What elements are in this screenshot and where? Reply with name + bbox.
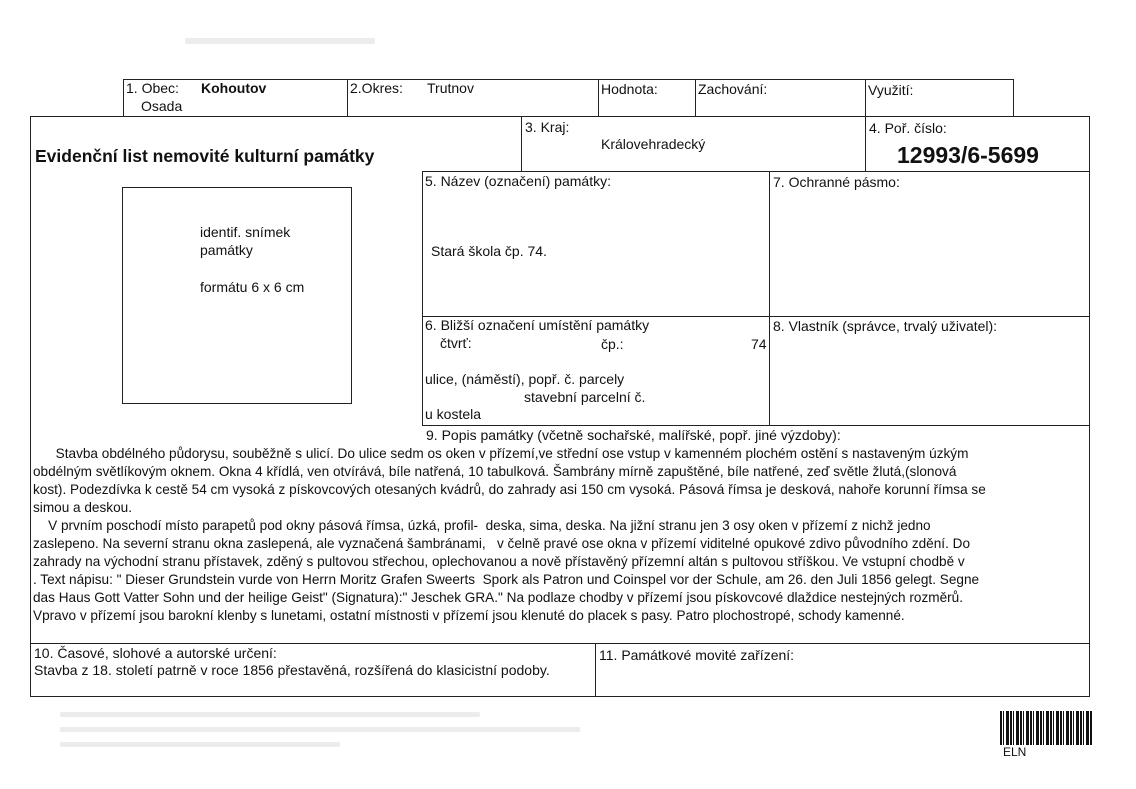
description-line: Stavba obdélného půdorysu, souběžně s ulicí. Do ulice sedm os oken v přízemí,ve střední ose vstup v kamenném plochém ostění s nastaveným úzkým bbox=[33, 446, 969, 461]
scan-artifact bbox=[185, 38, 375, 44]
section11-label: 11. Památkové movité zařízení: bbox=[599, 647, 795, 663]
section10-label: 10. Časové, slohové a autorské určení: bbox=[34, 645, 277, 661]
divider bbox=[769, 171, 770, 426]
cp-value: 74 bbox=[751, 336, 767, 352]
cislo-value: 12993/6-5699 bbox=[897, 142, 1039, 168]
vyuziti-label: Využití: bbox=[868, 82, 914, 98]
hodnota-label: Hodnota: bbox=[601, 81, 658, 97]
section7-label: 7. Ochranné pásmo: bbox=[773, 174, 900, 190]
ulice-label: ulice, (náměstí), popř. č. parcely bbox=[425, 371, 625, 387]
divider bbox=[422, 171, 1090, 172]
barcode-label: ELN bbox=[1003, 745, 1027, 759]
cislo-label: 4. Poř. číslo: bbox=[869, 120, 947, 136]
okres-value: Trutnov bbox=[427, 80, 474, 96]
kraj-label: 3. Kraj: bbox=[525, 119, 570, 135]
divider bbox=[422, 171, 423, 426]
description-line: zahrady na východní stranu přístavek, zděný s pultovou střechou, oplechovanou a nově přístavěný přízemní altán s pultovou stříškou. Ve vstupní chodbě v bbox=[33, 554, 965, 569]
scan-artifact bbox=[60, 727, 580, 732]
description-line: kost). Podezdívka k cestě 54 cm vysoká z pískovcových otesaných kvádrů, do zahrady asi 150 cm vysoká. Pásová římsa je desková, nahoře korunní římsa se bbox=[33, 482, 986, 497]
photo-line3: formátu 6 x 6 cm bbox=[200, 279, 305, 295]
divider bbox=[595, 643, 596, 697]
section9-label: 9. Popis památky (včetně sochařské, malířské, popř. jiné výzdoby): bbox=[426, 427, 841, 443]
obec-label: 1. Obec: bbox=[126, 80, 179, 96]
divider bbox=[521, 116, 522, 172]
parcela-label: stavební parcelní č. bbox=[524, 389, 646, 405]
scan-artifact bbox=[60, 712, 480, 717]
section8-label: 8. Vlastník (správce, trvalý uživatel): bbox=[773, 318, 998, 334]
divider bbox=[30, 643, 1090, 644]
cp-label: čp.: bbox=[601, 336, 624, 352]
okres-label: 2.Okres: bbox=[350, 80, 403, 96]
divider bbox=[865, 116, 866, 172]
page-title: Evidenční list nemovité kulturní památky bbox=[35, 146, 375, 166]
description-line: zaslepeno. Na severní stranu okna zaslepená, ale vyznačená šambránami, v čelně pravé ose okna v přízemí viditelné opukové zdivo původního zdění. Do bbox=[33, 536, 970, 551]
photo-placeholder bbox=[122, 187, 352, 404]
photo-line2: památky bbox=[200, 242, 253, 258]
description-line: V prvním poschodí místo parapetů pod okny pásová římsa, úzká, profil- deska, sima, deska. Na jižní stranu jen 3 osy oken v přízemí z nichž jedno bbox=[33, 518, 931, 533]
description-line: obdélným světlíkovým oknem. Okna 4 křídlá, ven otvírává, bíle natřená, 10 tabulková. Šambrány mírně zapuštěné, bíle natřené, zeď světle žlutá,(slonová bbox=[33, 464, 957, 479]
ctvrt-label: čtvrť: bbox=[440, 335, 472, 351]
osada-label: Osada bbox=[141, 98, 183, 114]
description-line: . Text nápisu: " Dieser Grundstein vurde von Herrn Moritz Grafen Sweerts Spork als Patron und Coinspel vor der Schule, am 26. den Juli 1856 gelegt. Segne bbox=[33, 572, 980, 587]
description-line: das Haus Gott Vatter Sohn und der heilige Geist" (Signatura):" Jeschek GRA." Na podlaze chodby v přízemí jsou pískovcové dlaždice nestejných rozměrů. bbox=[33, 590, 963, 605]
photo-line1: identif. snímek bbox=[200, 224, 291, 240]
location-value: u kostela bbox=[425, 406, 482, 422]
section5-value: Stará škola čp. 74. bbox=[431, 243, 547, 259]
barcode bbox=[1000, 711, 1092, 745]
kraj-value: Královehradecký bbox=[601, 136, 706, 152]
scan-artifact bbox=[60, 742, 340, 747]
section5-label: 5. Název (označení) památky: bbox=[425, 173, 611, 189]
description-line: Vpravo v přízemí jsou barokní klenby s lunetami, ostatní místnosti v přízemí jsou klenuté do placek s pasy. Patro plochostropé, schody kamenné. bbox=[33, 608, 905, 623]
description-line: simou a deskou. bbox=[33, 500, 132, 515]
divider bbox=[422, 425, 1090, 426]
obec-value: Kohoutov bbox=[201, 80, 267, 96]
section6-label: 6. Bližší označení umístění památky bbox=[425, 317, 650, 333]
zachovani-label: Zachování: bbox=[698, 81, 768, 97]
section10-value: Stavba z 18. století patrně v roce 1856 přestavěná, rozšířená do klasicistní podoby. bbox=[34, 662, 550, 678]
section9-description bbox=[33, 445, 1085, 625]
